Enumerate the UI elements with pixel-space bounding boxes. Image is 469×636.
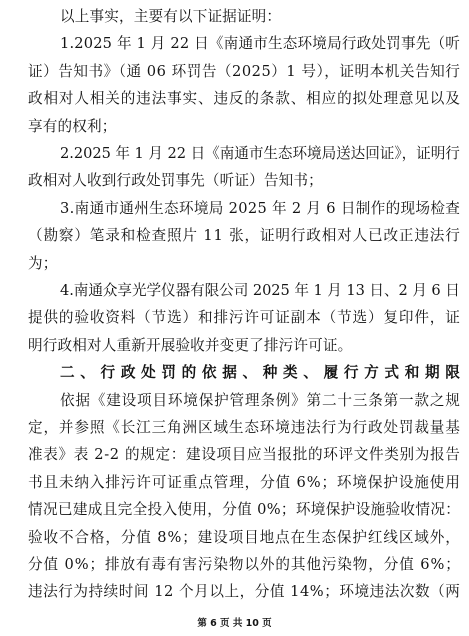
text-line-16: 定，并参照《长江三角洲区域生态环境违法行为行政处罚裁量基 — [28, 419, 461, 436]
text-line-10: 为； — [28, 254, 58, 272]
text-line-21: 分值 0%；排放有毒有害污染物以外的其他污染物，分值 6%； — [28, 556, 461, 573]
text-line-20: 验收不合格，分值 8%；建设项目地点在生态保护红线区域外， — [28, 528, 461, 546]
text-line-9: （勘察）笔录和检查照片 11 张，证明行政相对人已改正违法行 — [28, 227, 461, 245]
text-line-12: 提供的验收资料（节选）和排污许可证副本（节选）复印件，证 — [28, 309, 461, 327]
page-footer: 第 6 页 共 10 页 — [197, 618, 272, 629]
text-line-19: 情况已建成且完全投入使用，分值 0%；环境保护设施验收情况： — [28, 501, 461, 519]
text-line-11: 4.南通众享光学仪器有限公司 2025 年 1 月 13 日、2 月 6 日 — [60, 282, 460, 299]
text-line-1: 以上事实，主要有以下证据证明： — [60, 8, 282, 25]
text-line-4: 政相对人相关的违法事实、违反的条款、相应的拟处理意见以及 — [28, 90, 461, 108]
text-line-13: 明行政相对人重新开展验收并变更了排污许可证。 — [28, 336, 353, 354]
text-line-5: 享有的权利； — [28, 117, 117, 135]
text-line-8: 3.南通市通州生态环境局 2025 年 2 月 6 日制作的现场检查 — [60, 199, 461, 217]
text-line-7: 政相对人收到行政处罚事先（听证）告知书； — [28, 172, 323, 190]
text-line-17: 准表》表 2-2 的规定：建设项目应当报批的环评文件类别为报告 — [28, 446, 461, 464]
text-line-6: 2.2025 年 1 月 22 日《南通市生态环境局送达回证》，证明行 — [60, 145, 460, 162]
text-line-2: 1.2025 年 1 月 22 日《南通市生态环境局行政处罚事先（听 — [60, 35, 461, 53]
text-line-15: 依据《建设项目环境保护管理条例》第二十三条第一款之规 — [60, 391, 461, 409]
text-line-18: 书且未纳入排污许可证重点管理，分值 6%；环境保护设施使用 — [28, 473, 461, 491]
text-line-22: 违法行为持续时间 12 个月以上，分值 14%；环境违法次数（两 — [28, 583, 461, 601]
section-heading: 二、行政处罚的依据、种类、履行方式和期限 — [60, 364, 466, 382]
text-line-3: 证）告知书》（通 06 环罚告（2025）1 号），证明本机关告知行 — [28, 62, 461, 80]
